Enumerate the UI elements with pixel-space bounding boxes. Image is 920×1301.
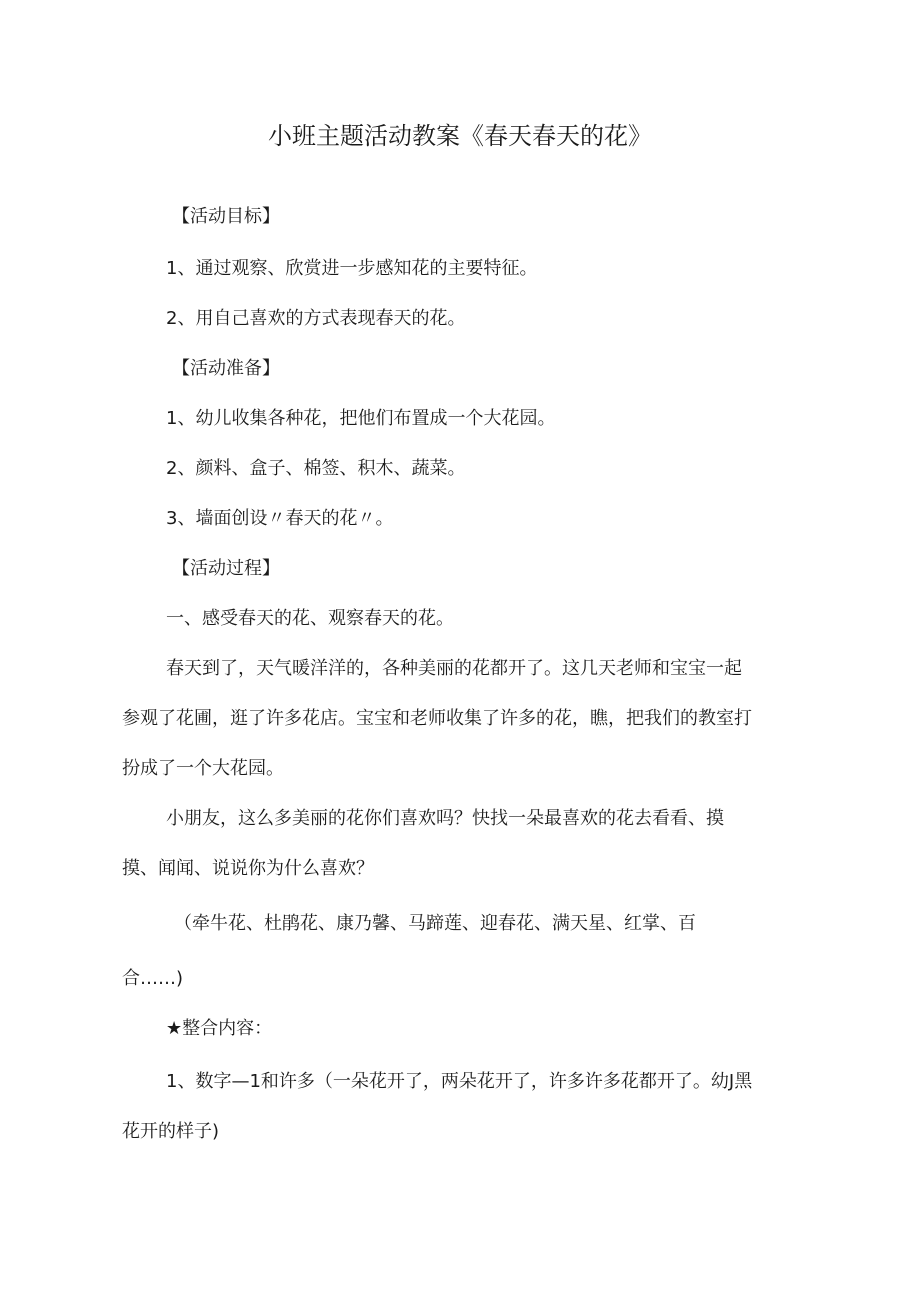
goal-item-1: 1、通过观察、欣赏进一步感知花的主要特征。 bbox=[166, 258, 538, 279]
integration-heading: ★整合内容： bbox=[166, 1018, 273, 1039]
goal-item-2: 2、用自己喜欢的方式表现春天的花。 bbox=[166, 308, 466, 329]
prep-item-3: 3、墙面创设〃春天的花〃。 bbox=[166, 508, 394, 529]
paragraph-1-line-1: 春天到了，天气暖洋洋的，各种美丽的花都开了。这几天老师和宝宝一起 bbox=[166, 658, 742, 679]
goals-heading: 【活动目标】 bbox=[172, 206, 280, 227]
prep-heading: 【活动准备】 bbox=[172, 358, 280, 379]
document-title: 小班主题活动教案《春天春天的花》 bbox=[268, 122, 652, 150]
prep-item-1: 1、幼儿收集各种花，把他们布置成一个大花园。 bbox=[166, 408, 556, 429]
paragraph-3-line-2: 合……) bbox=[122, 968, 184, 989]
integration-item-1-line-1: 1、数字—1和许多（一朵花开了，两朵花开了，许多许多花都开了。幼J黑 bbox=[166, 1071, 753, 1092]
process-heading: 【活动过程】 bbox=[172, 558, 280, 579]
integration-item-1-line-2: 花开的样子) bbox=[122, 1121, 220, 1142]
paragraph-1-line-3: 扮成了一个大花园。 bbox=[122, 758, 284, 779]
paragraph-1-line-2: 参观了花圃，逛了许多花店。宝宝和老师收集了许多的花，瞧，把我们的教室打 bbox=[122, 708, 752, 729]
paragraph-2-line-2: 摸、闻闻、说说你为什么喜欢？ bbox=[122, 858, 374, 879]
section-heading-1: 一、感受春天的花、观察春天的花。 bbox=[166, 608, 454, 629]
prep-item-2: 2、颜料、盒子、棉签、积木、蔬菜。 bbox=[166, 458, 466, 479]
paragraph-2-line-1: 小朋友，这么多美丽的花你们喜欢吗？快找一朵最喜欢的花去看看、摸 bbox=[166, 808, 724, 829]
paragraph-3-line-1: （牵牛花、杜鹃花、康乃馨、马蹄莲、迎春花、满天星、红掌、百 bbox=[174, 913, 696, 934]
